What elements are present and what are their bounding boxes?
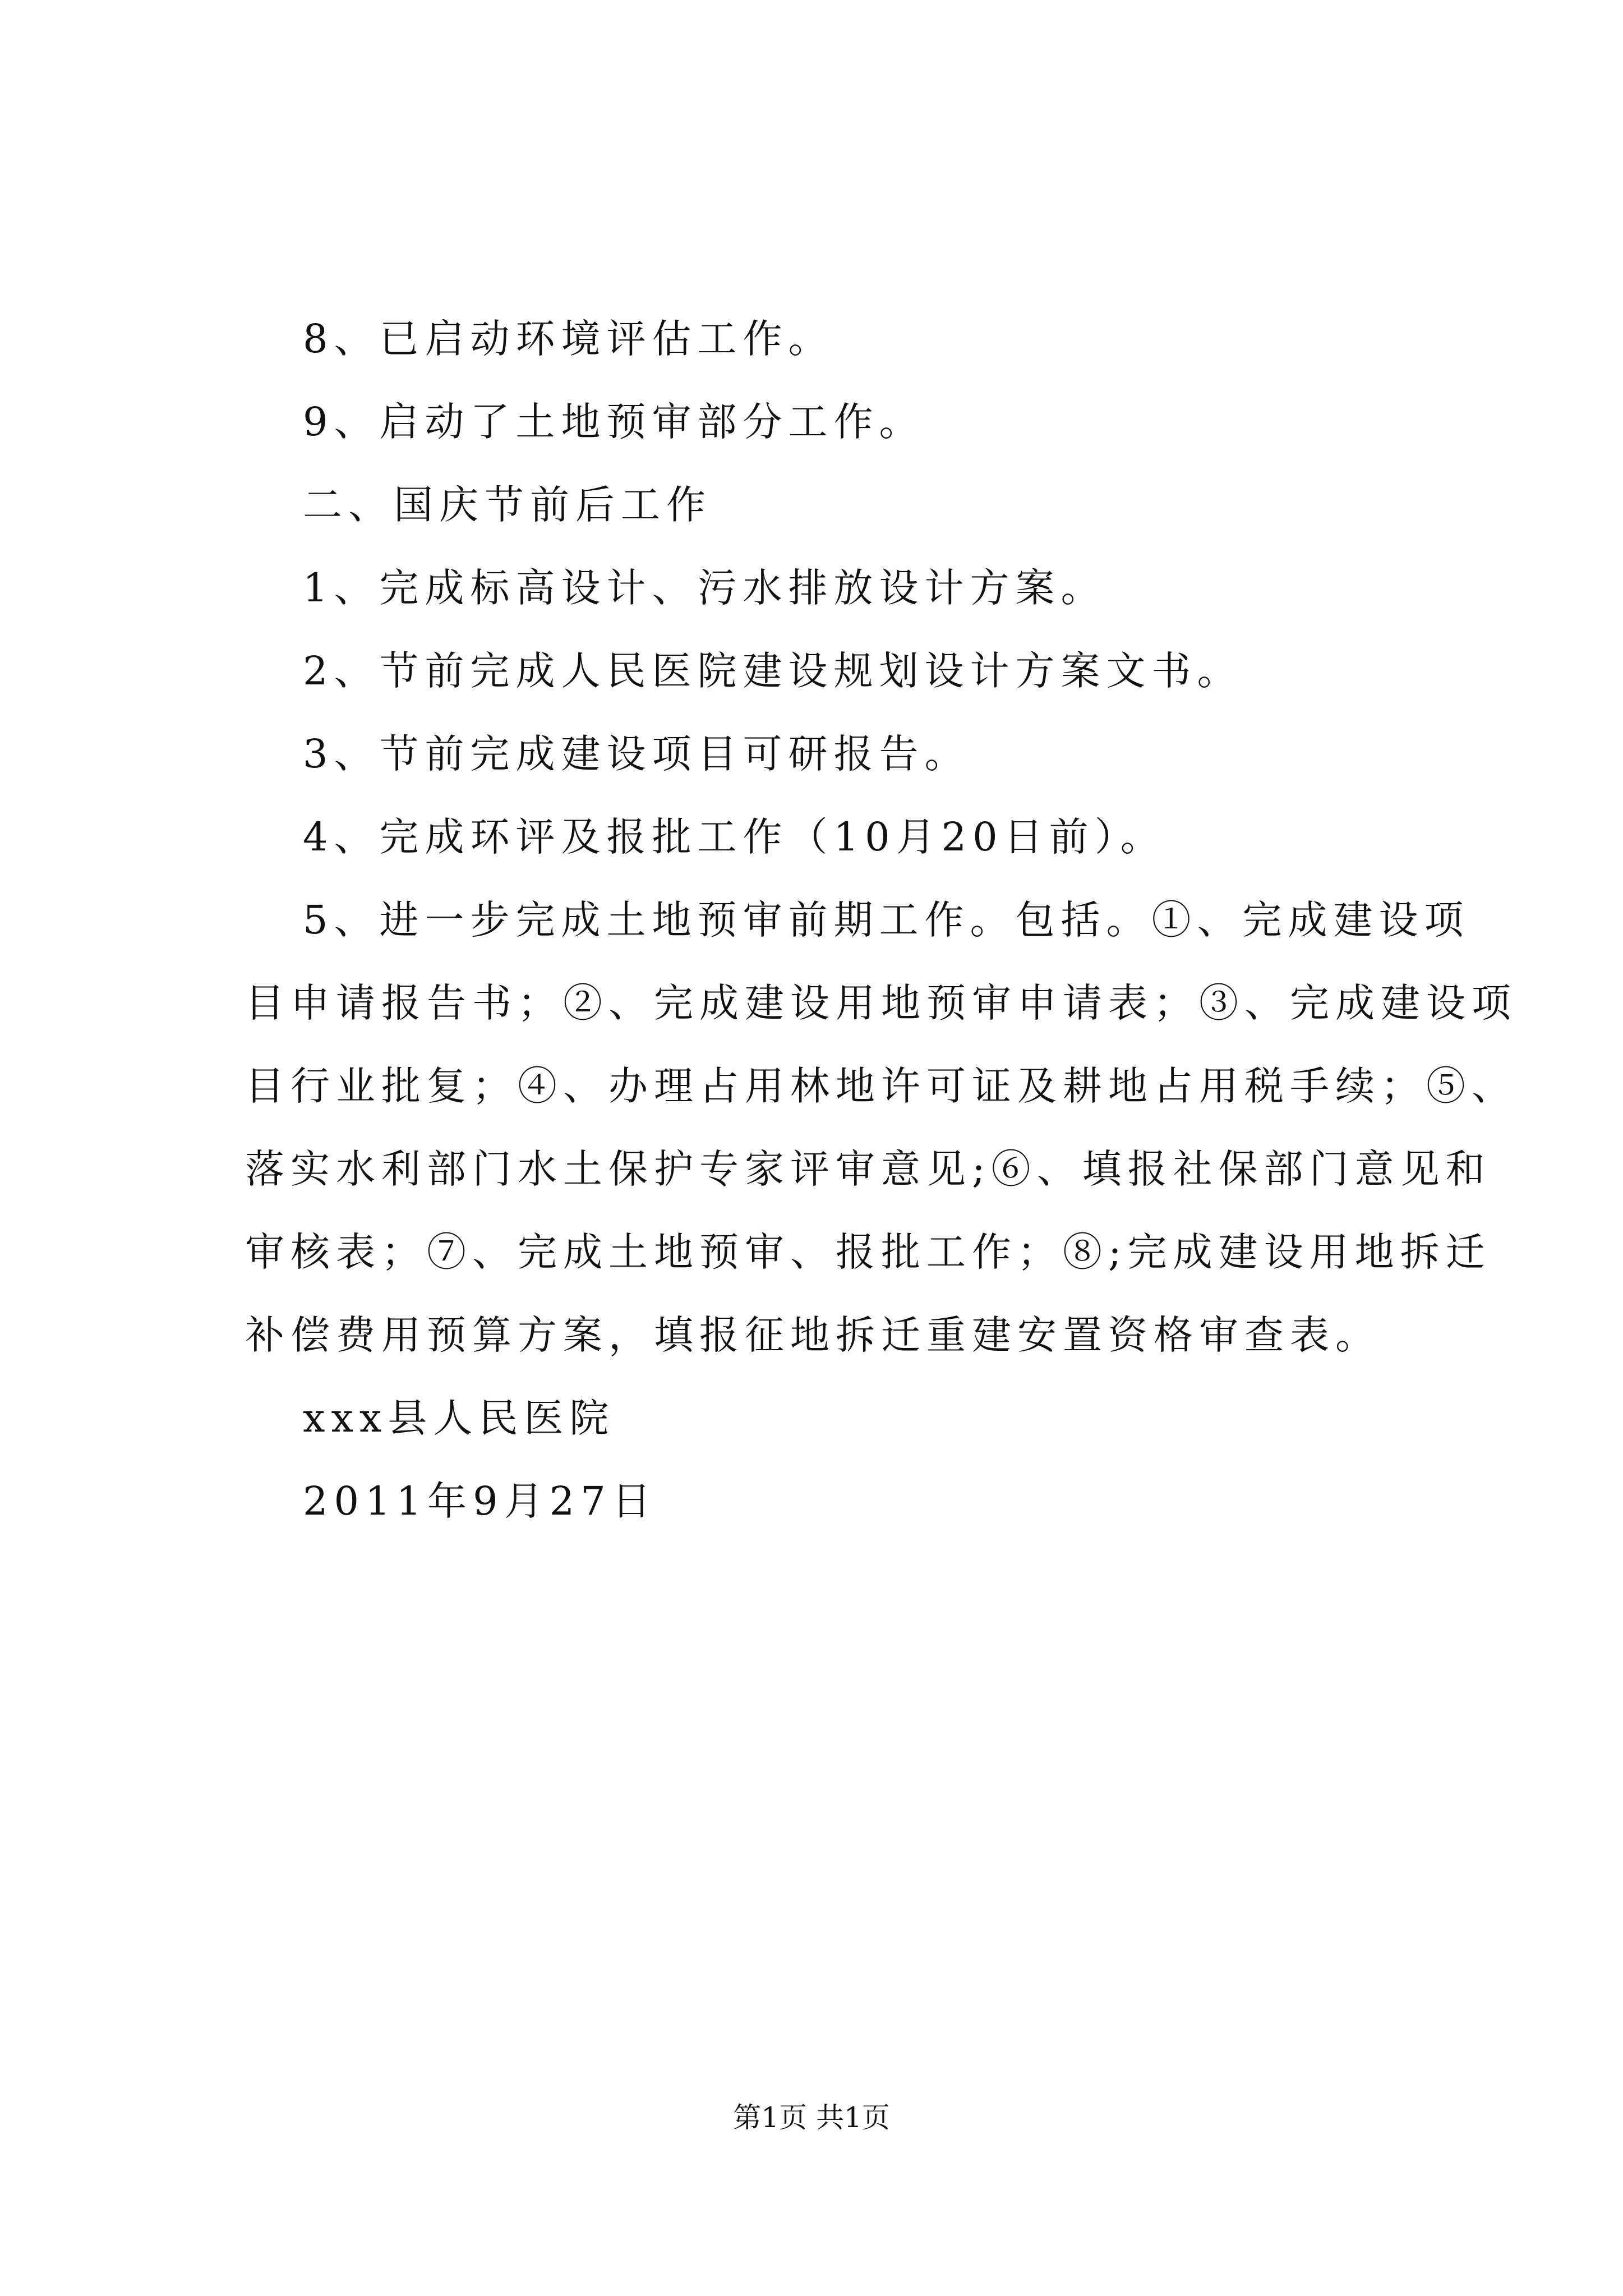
section-2-item-4: 4、完成环评及报批工作（10月20日前）。 <box>303 814 1166 860</box>
section-2-item-5 <box>245 878 1517 1377</box>
item-9: 9、启动了土地预审部分工作。 <box>303 399 925 445</box>
item-5-line-1: 5、进一步完成土地预审前期工作。包括。①、完成建设项 <box>303 897 1470 943</box>
section-2-item-1: 1、完成标高设计、污水排放设计方案。 <box>303 565 1106 611</box>
item-5-line-5: 审核表；⑦、完成土地预审、报批工作；⑧;完成建设用地拆迁 <box>245 1229 1491 1275</box>
item-5-line-2: 目申请报告书；②、完成建设用地预审申请表；③、完成建设项 <box>245 980 1517 1026</box>
section-2-item-2: 2、节前完成人民医院建设规划设计方案文书。 <box>303 648 1243 694</box>
signature-date: 2011年9月27日 <box>303 1478 657 1524</box>
page-number: 第1页 共1页 <box>733 2101 890 2134</box>
signature-org: xxx县人民医院 <box>303 1395 615 1441</box>
item-5-line-6: 补偿费用预算方案，填报征地拆迁重建安置资格审查表。 <box>245 1312 1381 1358</box>
item-8: 8、已启动环境评估工作。 <box>303 316 834 362</box>
section-2-heading: 二、国庆节前后工作 <box>303 482 712 528</box>
document-body <box>245 297 1517 1543</box>
section-2-item-3: 3、节前完成建设项目可研报告。 <box>303 731 970 777</box>
item-5-line-4: 落实水利部门水土保护专家评审意见;⑥、填报社保部门意见和 <box>245 1146 1491 1192</box>
item-5-line-3: 目行业批复；④、办理占用林地许可证及耕地占用税手续；⑤、 <box>245 1063 1517 1109</box>
